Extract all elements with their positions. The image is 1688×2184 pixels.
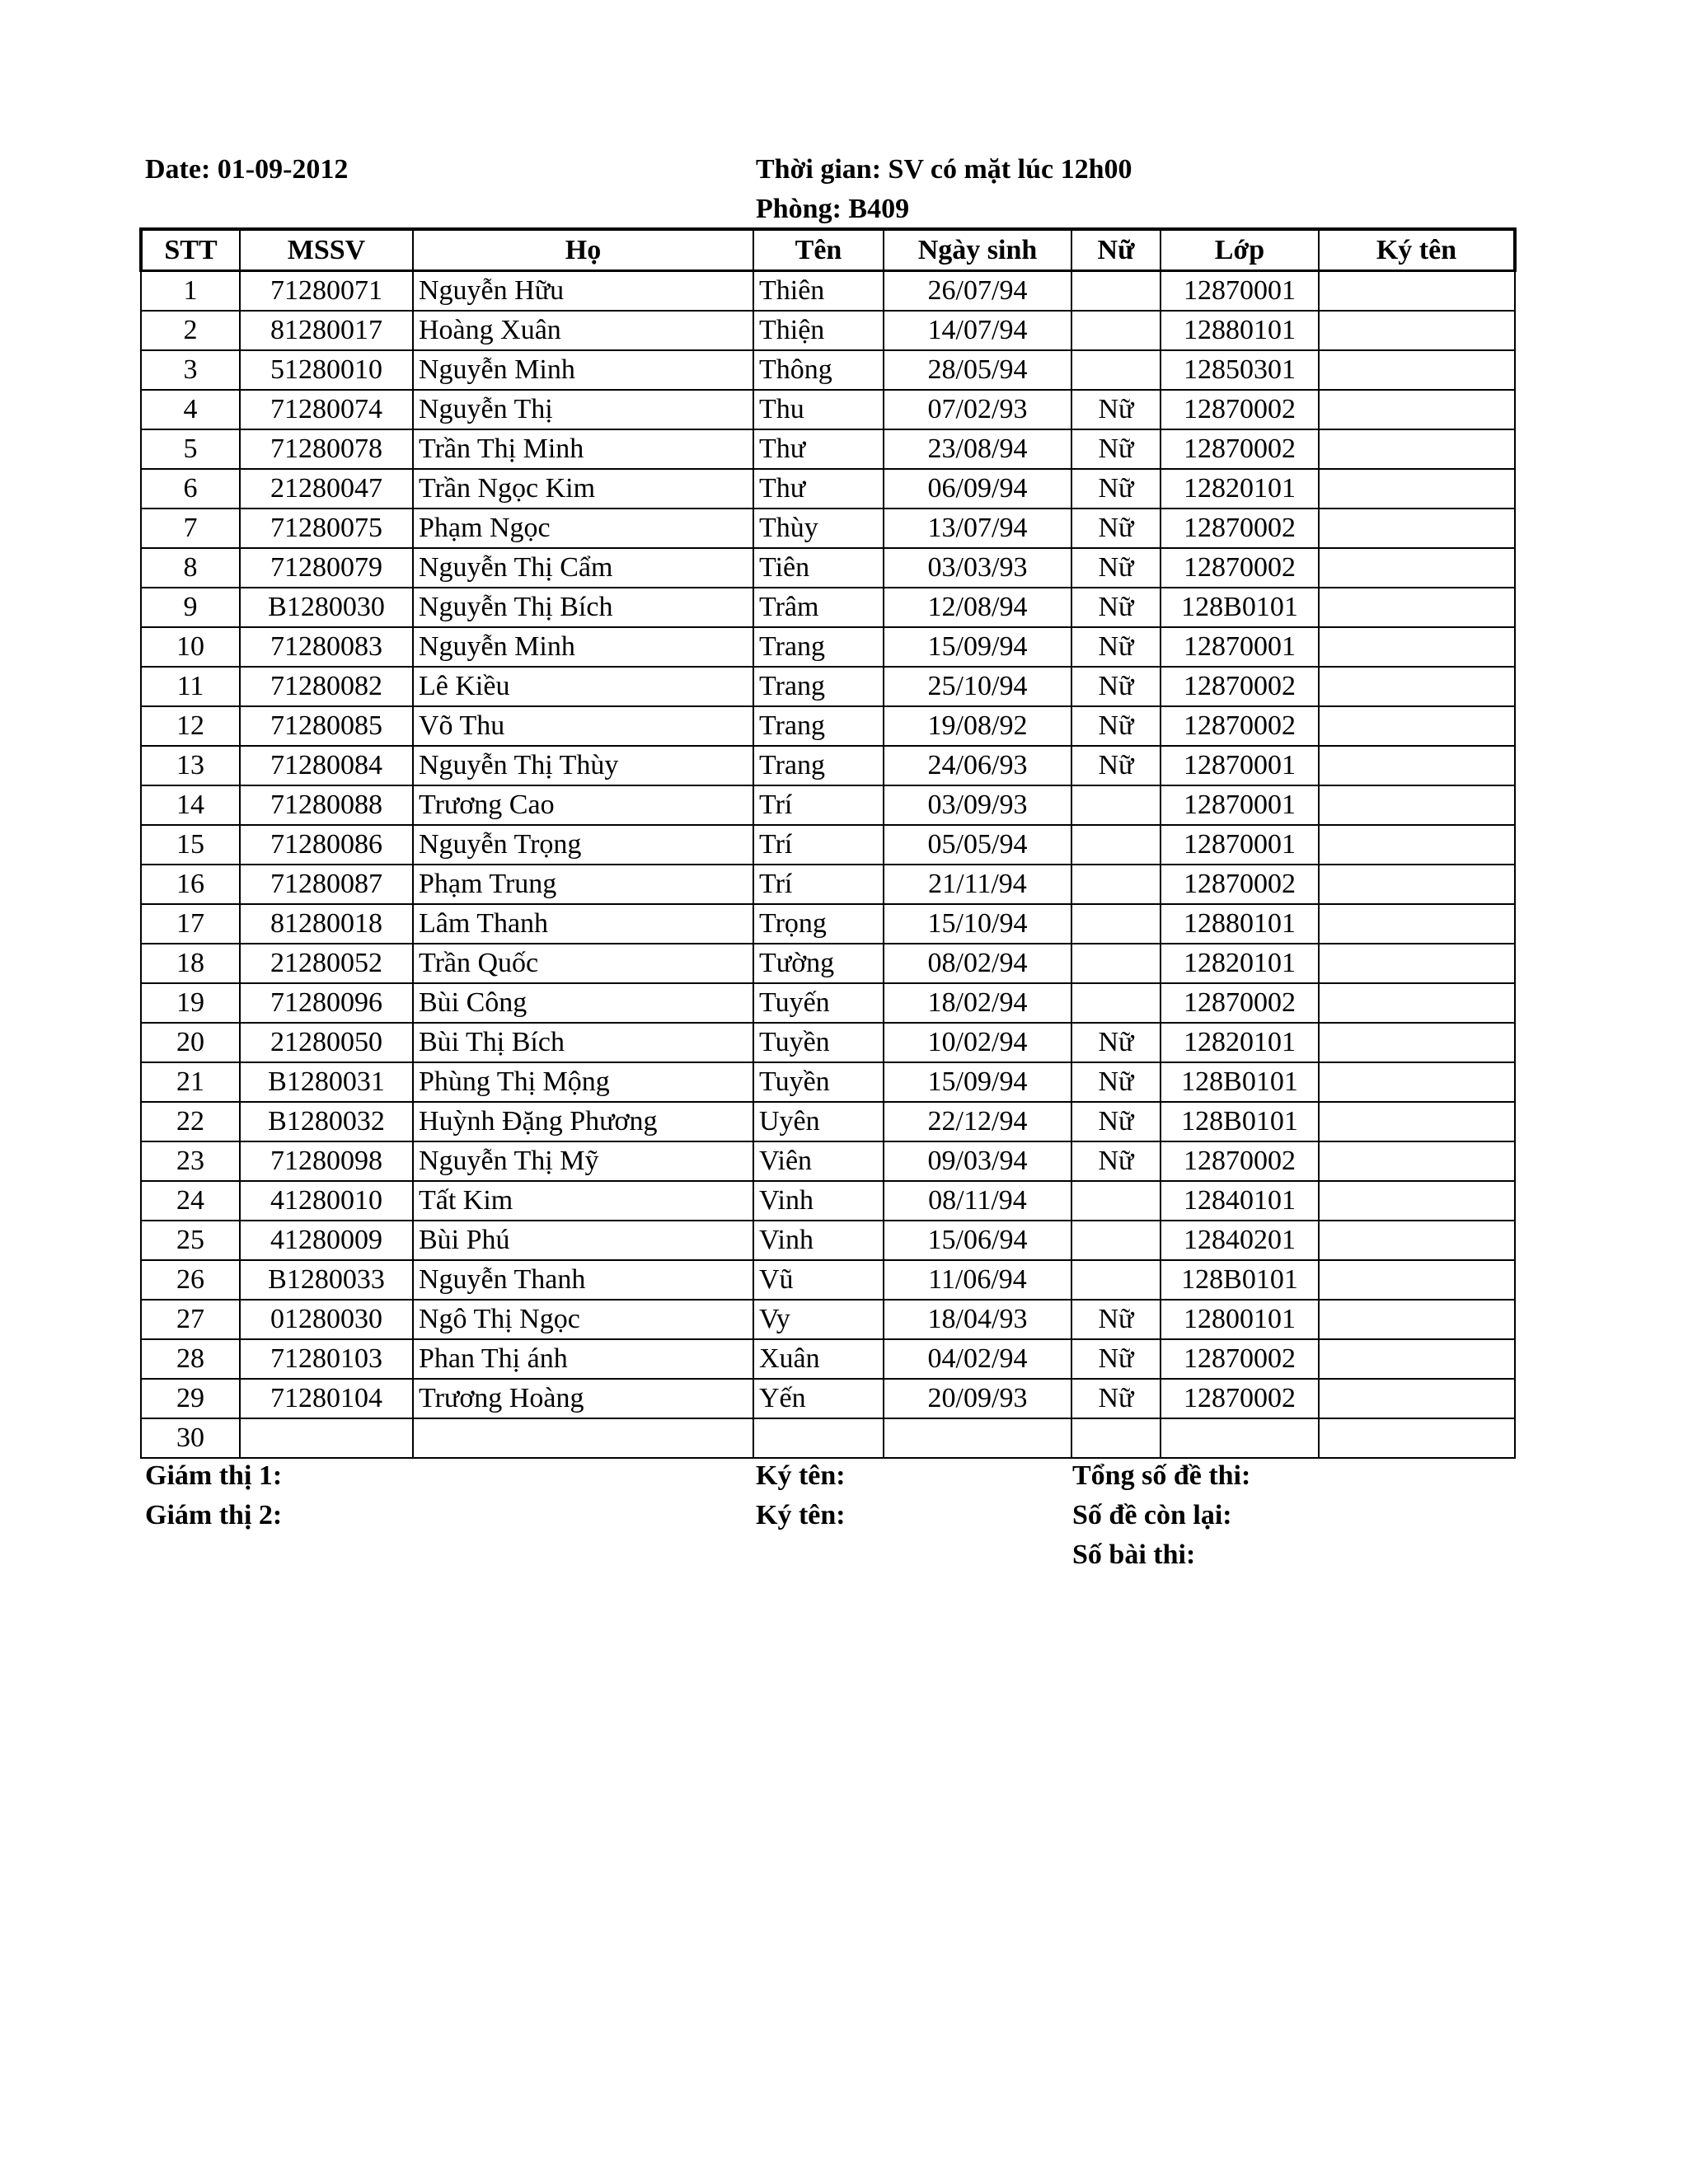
ngay-sinh-cell: 15/06/94 (884, 1221, 1071, 1260)
mssv-cell: 71280079 (240, 548, 413, 588)
ten-cell: Tường (753, 944, 884, 983)
lop-cell: 12820101 (1160, 469, 1319, 509)
mssv-cell: 01280030 (240, 1300, 413, 1339)
mssv-cell: 71280087 (240, 865, 413, 904)
table-row (141, 983, 1515, 1023)
total-papers-label: Tổng số đề thi: (1072, 1460, 1251, 1491)
ngay-sinh-cell: 09/03/94 (884, 1141, 1071, 1181)
table-row (141, 785, 1515, 825)
lop-cell: 12870002 (1160, 983, 1319, 1023)
stt-cell: 12 (141, 706, 240, 746)
ho-cell: Nguyễn Minh (413, 627, 753, 667)
ho-cell: Trương Hoàng (413, 1379, 753, 1418)
nu-cell: Nữ (1071, 429, 1160, 469)
table-row (141, 588, 1515, 627)
stt-cell: 17 (141, 904, 240, 944)
stt-cell: 2 (141, 311, 240, 350)
col-header-ngay-sinh: Ngày sinh (884, 229, 1071, 271)
col-header-ho: Họ (413, 229, 753, 271)
ngay-sinh-cell: 08/02/94 (884, 944, 1071, 983)
table-row (141, 1181, 1515, 1221)
ho-cell: Nguyễn Trọng (413, 825, 753, 865)
stt-cell: 4 (141, 390, 240, 429)
ten-cell: Trang (753, 627, 884, 667)
table-row (141, 469, 1515, 509)
mssv-cell: 71280085 (240, 706, 413, 746)
ho-cell: Trần Thị Minh (413, 429, 753, 469)
mssv-cell: 71280082 (240, 667, 413, 706)
ho-cell: Nguyễn Hữu (413, 271, 753, 312)
nu-cell (1071, 904, 1160, 944)
ngay-sinh-cell: 04/02/94 (884, 1339, 1071, 1379)
ky-ten-cell (1319, 1102, 1515, 1141)
ten-cell: Trang (753, 746, 884, 785)
stt-cell: 20 (141, 1023, 240, 1062)
nu-cell: Nữ (1071, 1062, 1160, 1102)
mssv-cell: B1280031 (240, 1062, 413, 1102)
lop-cell: 12870001 (1160, 271, 1319, 312)
ky-ten-cell (1319, 865, 1515, 904)
table-row (141, 627, 1515, 667)
table-row (141, 904, 1515, 944)
ho-cell (413, 1418, 753, 1458)
lop-cell: 128B0101 (1160, 588, 1319, 627)
table-row (141, 548, 1515, 588)
ky-ten-cell (1319, 746, 1515, 785)
exam-time: Thời gian: SV có mặt lúc 12h00 (756, 154, 1132, 185)
nu-cell (1071, 1181, 1160, 1221)
nu-cell (1071, 271, 1160, 312)
ho-cell: Phùng Thị Mộng (413, 1062, 753, 1102)
exam-date: Date: 01-09-2012 (145, 154, 349, 185)
stt-cell: 11 (141, 667, 240, 706)
table-row (141, 944, 1515, 983)
mssv-cell: 71280071 (240, 271, 413, 312)
ngay-sinh-cell: 10/02/94 (884, 1023, 1071, 1062)
ten-cell: Thông (753, 350, 884, 390)
mssv-cell: 71280098 (240, 1141, 413, 1181)
nu-cell (1071, 1260, 1160, 1300)
ngay-sinh-cell: 12/08/94 (884, 588, 1071, 627)
lop-cell: 12800101 (1160, 1300, 1319, 1339)
ho-cell: Ngô Thị Ngọc (413, 1300, 753, 1339)
lop-cell: 12870002 (1160, 1379, 1319, 1418)
col-header-lop: Lớp (1160, 229, 1319, 271)
nu-cell: Nữ (1071, 1102, 1160, 1141)
mssv-cell: 81280018 (240, 904, 413, 944)
mssv-cell: 71280078 (240, 429, 413, 469)
proctor-2-signature-label: Ký tên: (756, 1500, 846, 1530)
mssv-cell: B1280032 (240, 1102, 413, 1141)
ho-cell: Huỳnh Đặng Phương (413, 1102, 753, 1141)
mssv-cell: 41280010 (240, 1181, 413, 1221)
nu-cell: Nữ (1071, 588, 1160, 627)
lop-cell: 12880101 (1160, 904, 1319, 944)
ho-cell: Phạm Trung (413, 865, 753, 904)
lop-cell: 12850301 (1160, 350, 1319, 390)
stt-cell: 28 (141, 1339, 240, 1379)
nu-cell (1071, 825, 1160, 865)
mssv-cell: 21280047 (240, 469, 413, 509)
nu-cell (1071, 944, 1160, 983)
ho-cell: Bùi Phú (413, 1221, 753, 1260)
ten-cell: Tiên (753, 548, 884, 588)
nu-cell: Nữ (1071, 1300, 1160, 1339)
table-row (141, 746, 1515, 785)
ky-ten-cell (1319, 944, 1515, 983)
ho-cell: Trần Quốc (413, 944, 753, 983)
ten-cell: Tuyền (753, 1062, 884, 1102)
mssv-cell: 71280096 (240, 983, 413, 1023)
mssv-cell: 71280088 (240, 785, 413, 825)
ngay-sinh-cell: 06/09/94 (884, 469, 1071, 509)
table-row (141, 1418, 1515, 1458)
ky-ten-cell (1319, 667, 1515, 706)
lop-cell: 128B0101 (1160, 1102, 1319, 1141)
stt-cell: 9 (141, 588, 240, 627)
mssv-cell: 71280084 (240, 746, 413, 785)
proctor-1-label: Giám thị 1: (145, 1460, 283, 1491)
ten-cell: Thiện (753, 311, 884, 350)
lop-cell: 12840101 (1160, 1181, 1319, 1221)
ky-ten-cell (1319, 350, 1515, 390)
nu-cell (1071, 350, 1160, 390)
stt-cell: 7 (141, 509, 240, 548)
ky-ten-cell (1319, 1379, 1515, 1418)
table-row (141, 429, 1515, 469)
ngay-sinh-cell: 05/05/94 (884, 825, 1071, 865)
stt-cell: 27 (141, 1300, 240, 1339)
ky-ten-cell (1319, 627, 1515, 667)
stt-cell: 21 (141, 1062, 240, 1102)
lop-cell: 12870002 (1160, 390, 1319, 429)
ten-cell: Thư (753, 469, 884, 509)
ky-ten-cell (1319, 1062, 1515, 1102)
ky-ten-cell (1319, 1181, 1515, 1221)
table-row (141, 1141, 1515, 1181)
stt-cell: 5 (141, 429, 240, 469)
table-row (141, 1221, 1515, 1260)
ky-ten-cell (1319, 904, 1515, 944)
ngay-sinh-cell: 14/07/94 (884, 311, 1071, 350)
ngay-sinh-cell: 20/09/93 (884, 1379, 1071, 1418)
ky-ten-cell (1319, 390, 1515, 429)
stt-cell: 6 (141, 469, 240, 509)
lop-cell: 12870001 (1160, 746, 1319, 785)
stt-cell: 15 (141, 825, 240, 865)
lop-cell: 12870002 (1160, 667, 1319, 706)
ngay-sinh-cell: 19/08/92 (884, 706, 1071, 746)
mssv-cell: 71280075 (240, 509, 413, 548)
ho-cell: Nguyễn Thị Cẩm (413, 548, 753, 588)
col-header-nu: Nữ (1071, 229, 1160, 271)
proctor-1-signature-label: Ký tên: (756, 1460, 846, 1491)
ten-cell (753, 1418, 884, 1458)
ngay-sinh-cell: 22/12/94 (884, 1102, 1071, 1141)
lop-cell: 12820101 (1160, 944, 1319, 983)
nu-cell: Nữ (1071, 548, 1160, 588)
ky-ten-cell (1319, 1023, 1515, 1062)
ten-cell: Trí (753, 825, 884, 865)
lop-cell: 12870001 (1160, 785, 1319, 825)
ngay-sinh-cell: 26/07/94 (884, 271, 1071, 312)
exam-room: Phòng: B409 (756, 194, 910, 224)
ky-ten-cell (1319, 706, 1515, 746)
lop-cell (1160, 1418, 1319, 1458)
ngay-sinh-cell: 18/04/93 (884, 1300, 1071, 1339)
ho-cell: Võ Thu (413, 706, 753, 746)
ky-ten-cell (1319, 825, 1515, 865)
nu-cell: Nữ (1071, 1379, 1160, 1418)
ky-ten-cell (1319, 1141, 1515, 1181)
ten-cell: Trí (753, 865, 884, 904)
ten-cell: Vinh (753, 1221, 884, 1260)
ngay-sinh-cell: 13/07/94 (884, 509, 1071, 548)
ngay-sinh-cell: 21/11/94 (884, 865, 1071, 904)
lop-cell: 12870002 (1160, 865, 1319, 904)
lop-cell: 128B0101 (1160, 1062, 1319, 1102)
nu-cell: Nữ (1071, 390, 1160, 429)
ngay-sinh-cell: 03/09/93 (884, 785, 1071, 825)
ten-cell: Tuyến (753, 983, 884, 1023)
ky-ten-cell (1319, 509, 1515, 548)
ten-cell: Thu (753, 390, 884, 429)
table-row (141, 1260, 1515, 1300)
ho-cell: Hoàng Xuân (413, 311, 753, 350)
ten-cell: Thiên (753, 271, 884, 312)
ngay-sinh-cell: 11/06/94 (884, 1260, 1071, 1300)
ho-cell: Lâm Thanh (413, 904, 753, 944)
table-body (141, 271, 1515, 1459)
ho-cell: Lê Kiều (413, 667, 753, 706)
stt-cell: 16 (141, 865, 240, 904)
ky-ten-cell (1319, 311, 1515, 350)
lop-cell: 12870002 (1160, 1141, 1319, 1181)
mssv-cell: 71280086 (240, 825, 413, 865)
mssv-cell: 21280050 (240, 1023, 413, 1062)
ten-cell: Vy (753, 1300, 884, 1339)
nu-cell: Nữ (1071, 1339, 1160, 1379)
stt-cell: 3 (141, 350, 240, 390)
ngay-sinh-cell: 25/10/94 (884, 667, 1071, 706)
ten-cell: Trang (753, 706, 884, 746)
stt-cell: 30 (141, 1418, 240, 1458)
ho-cell: Nguyễn Thị Mỹ (413, 1141, 753, 1181)
nu-cell (1071, 785, 1160, 825)
lop-cell: 12870002 (1160, 706, 1319, 746)
ky-ten-cell (1319, 1418, 1515, 1458)
ky-ten-cell (1319, 1300, 1515, 1339)
ngay-sinh-cell: 18/02/94 (884, 983, 1071, 1023)
stt-cell: 8 (141, 548, 240, 588)
ngay-sinh-cell: 15/09/94 (884, 627, 1071, 667)
nu-cell: Nữ (1071, 469, 1160, 509)
stt-cell: 24 (141, 1181, 240, 1221)
ho-cell: Nguyễn Minh (413, 350, 753, 390)
mssv-cell: 51280010 (240, 350, 413, 390)
lop-cell: 12870002 (1160, 509, 1319, 548)
mssv-cell: 21280052 (240, 944, 413, 983)
ho-cell: Nguyễn Thị Thùy (413, 746, 753, 785)
nu-cell: Nữ (1071, 746, 1160, 785)
table-row (141, 271, 1515, 312)
table-header-row (141, 229, 1515, 271)
ngay-sinh-cell: 08/11/94 (884, 1181, 1071, 1221)
ho-cell: Tất Kim (413, 1181, 753, 1221)
ky-ten-cell (1319, 548, 1515, 588)
ten-cell: Trang (753, 667, 884, 706)
ten-cell: Uyên (753, 1102, 884, 1141)
table-row (141, 825, 1515, 865)
ten-cell: Vinh (753, 1181, 884, 1221)
lop-cell: 12820101 (1160, 1023, 1319, 1062)
table-row (141, 1062, 1515, 1102)
ho-cell: Bùi Thị Bích (413, 1023, 753, 1062)
ky-ten-cell (1319, 983, 1515, 1023)
ky-ten-cell (1319, 785, 1515, 825)
nu-cell (1071, 311, 1160, 350)
mssv-cell: 81280017 (240, 311, 413, 350)
ten-cell: Tuyền (753, 1023, 884, 1062)
ky-ten-cell (1319, 271, 1515, 312)
mssv-cell: 71280074 (240, 390, 413, 429)
student-roster-table (139, 227, 1517, 1459)
lop-cell: 12870002 (1160, 429, 1319, 469)
submissions-label: Số bài thi: (1072, 1540, 1196, 1570)
ngay-sinh-cell: 03/03/93 (884, 548, 1071, 588)
ky-ten-cell (1319, 1260, 1515, 1300)
stt-cell: 22 (141, 1102, 240, 1141)
table-row (141, 390, 1515, 429)
ho-cell: Trương Cao (413, 785, 753, 825)
lop-cell: 12840201 (1160, 1221, 1319, 1260)
ten-cell: Yến (753, 1379, 884, 1418)
table-row (141, 1339, 1515, 1379)
stt-cell: 25 (141, 1221, 240, 1260)
table-row (141, 865, 1515, 904)
ten-cell: Trí (753, 785, 884, 825)
ten-cell: Vũ (753, 1260, 884, 1300)
ten-cell: Thư (753, 429, 884, 469)
remaining-papers-label: Số đề còn lại: (1072, 1500, 1232, 1530)
ten-cell: Trâm (753, 588, 884, 627)
stt-cell: 14 (141, 785, 240, 825)
ten-cell: Trọng (753, 904, 884, 944)
ngay-sinh-cell (884, 1418, 1071, 1458)
nu-cell: Nữ (1071, 1023, 1160, 1062)
ky-ten-cell (1319, 1339, 1515, 1379)
nu-cell (1071, 1221, 1160, 1260)
stt-cell: 26 (141, 1260, 240, 1300)
ngay-sinh-cell: 24/06/93 (884, 746, 1071, 785)
lop-cell: 12870002 (1160, 548, 1319, 588)
nu-cell: Nữ (1071, 509, 1160, 548)
nu-cell: Nữ (1071, 706, 1160, 746)
stt-cell: 1 (141, 271, 240, 312)
stt-cell: 10 (141, 627, 240, 667)
mssv-cell: 41280009 (240, 1221, 413, 1260)
nu-cell (1071, 1418, 1160, 1458)
mssv-cell: 71280104 (240, 1379, 413, 1418)
mssv-cell: B1280030 (240, 588, 413, 627)
col-header-ky-ten: Ký tên (1319, 229, 1515, 271)
lop-cell: 12880101 (1160, 311, 1319, 350)
stt-cell: 19 (141, 983, 240, 1023)
mssv-cell: 71280083 (240, 627, 413, 667)
stt-cell: 13 (141, 746, 240, 785)
ngay-sinh-cell: 28/05/94 (884, 350, 1071, 390)
mssv-cell: 71280103 (240, 1339, 413, 1379)
lop-cell: 128B0101 (1160, 1260, 1319, 1300)
ky-ten-cell (1319, 588, 1515, 627)
ky-ten-cell (1319, 469, 1515, 509)
lop-cell: 12870002 (1160, 1339, 1319, 1379)
nu-cell (1071, 983, 1160, 1023)
table-row (141, 1102, 1515, 1141)
ngay-sinh-cell: 15/09/94 (884, 1062, 1071, 1102)
ky-ten-cell (1319, 429, 1515, 469)
ky-ten-cell (1319, 1221, 1515, 1260)
lop-cell: 12870001 (1160, 627, 1319, 667)
table-row (141, 311, 1515, 350)
ho-cell: Nguyễn Thanh (413, 1260, 753, 1300)
ten-cell: Xuân (753, 1339, 884, 1379)
table-row (141, 350, 1515, 390)
table-row (141, 1300, 1515, 1339)
lop-cell: 12870001 (1160, 825, 1319, 865)
col-header-stt: STT (141, 229, 240, 271)
proctor-2-label: Giám thị 2: (145, 1500, 283, 1530)
stt-cell: 23 (141, 1141, 240, 1181)
table-row (141, 1023, 1515, 1062)
ten-cell: Thùy (753, 509, 884, 548)
nu-cell: Nữ (1071, 627, 1160, 667)
ngay-sinh-cell: 07/02/93 (884, 390, 1071, 429)
table-row (141, 509, 1515, 548)
mssv-cell: B1280033 (240, 1260, 413, 1300)
col-header-ten: Tên (753, 229, 884, 271)
ho-cell: Trần Ngọc Kim (413, 469, 753, 509)
nu-cell (1071, 865, 1160, 904)
table-row (141, 667, 1515, 706)
mssv-cell (240, 1418, 413, 1458)
table-row (141, 1379, 1515, 1418)
ho-cell: Nguyễn Thị (413, 390, 753, 429)
ho-cell: Phan Thị ánh (413, 1339, 753, 1379)
stt-cell: 29 (141, 1379, 240, 1418)
ho-cell: Bùi Công (413, 983, 753, 1023)
ho-cell: Nguyễn Thị Bích (413, 588, 753, 627)
ngay-sinh-cell: 23/08/94 (884, 429, 1071, 469)
col-header-mssv: MSSV (240, 229, 413, 271)
nu-cell: Nữ (1071, 1141, 1160, 1181)
table-row (141, 706, 1515, 746)
ten-cell: Viên (753, 1141, 884, 1181)
ho-cell: Phạm Ngọc (413, 509, 753, 548)
ngay-sinh-cell: 15/10/94 (884, 904, 1071, 944)
nu-cell: Nữ (1071, 667, 1160, 706)
stt-cell: 18 (141, 944, 240, 983)
